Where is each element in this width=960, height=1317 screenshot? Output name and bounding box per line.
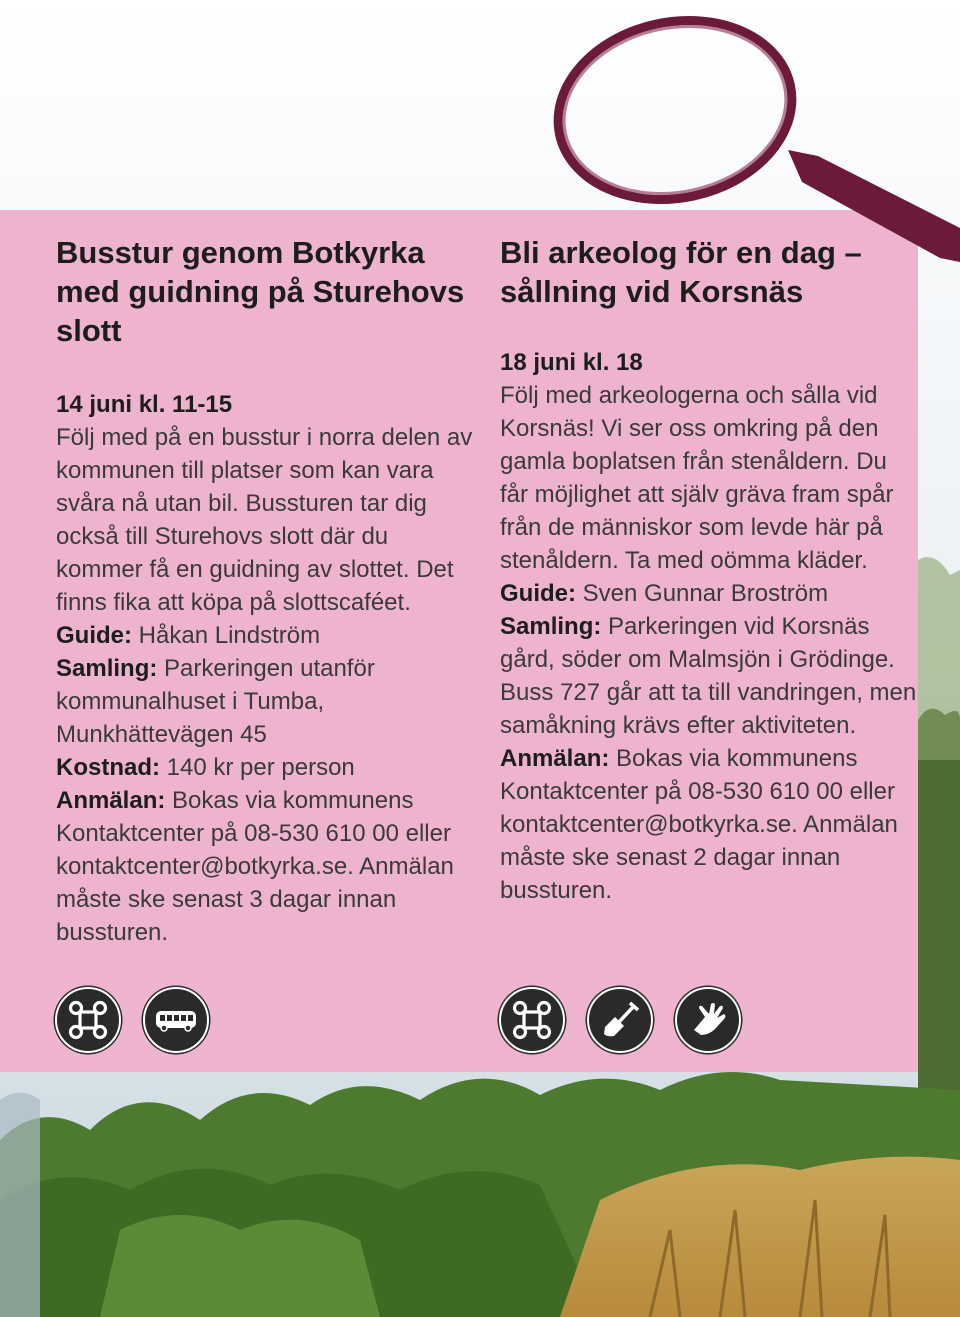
magnifying-glass-icon xyxy=(520,0,960,270)
guide-field xyxy=(56,619,476,652)
event-date: 14 juni kl. 11-15 xyxy=(56,391,233,418)
meeting-field xyxy=(56,652,476,751)
meeting-field xyxy=(500,610,920,742)
event-date: 18 juni kl. 18 xyxy=(500,349,643,376)
right-icon-row xyxy=(499,987,741,1053)
guide-value: Håkan Lindström xyxy=(138,622,321,649)
meeting-label: Samling: xyxy=(56,655,158,682)
shovel-icon xyxy=(587,987,653,1053)
meeting-value: Parkeringen utanför kommunalhuset i Tumba, Munkhättevägen 45 xyxy=(56,655,375,748)
event-left xyxy=(56,233,476,949)
guide-label: Guide: xyxy=(500,580,576,607)
event-title: Busstur genom Botkyrka med guidning på Sturehovs slott xyxy=(56,235,465,348)
event-title: Bli arkeolog för en dag – sållning vid Korsnäs xyxy=(500,235,862,309)
meeting-value: Parkeringen vid Korsnäs gård, söder om Malmsjön i Grödinge. Buss 727 går att ta till vandringen, men samåkning krävs efter aktiviteten. xyxy=(500,613,917,739)
guide-value: Sven Gunnar Broström xyxy=(582,580,829,607)
signup-value: Bokas via kommunens Kontaktcenter på 08-530 610 00 eller kontaktcenter@botkyrka.se. Anmälan måste ske senast 2 dagar innan bussturen. xyxy=(500,745,898,904)
bus-icon xyxy=(143,987,209,1053)
signup-label: Anmälan: xyxy=(500,745,610,772)
signup-field xyxy=(500,742,920,907)
hand-icon xyxy=(675,987,741,1053)
signup-value: Bokas via kommunens Kontaktcenter på 08-530 610 00 eller kontaktcenter@botkyrka.se. Anmälan måste ske senast 3 dagar innan bussturen. xyxy=(56,787,454,946)
signup-field xyxy=(56,784,476,949)
signup-label: Anmälan: xyxy=(56,787,166,814)
left-icon-row xyxy=(55,987,209,1053)
event-right xyxy=(500,233,920,907)
cost-field xyxy=(56,751,476,784)
accessibility-symbol-icon xyxy=(499,987,565,1053)
cost-label: Kostnad: xyxy=(56,754,160,781)
accessibility-symbol-icon xyxy=(55,987,121,1053)
cost-value: 140 kr per person xyxy=(166,754,355,781)
event-description: Följ med på en busstur i norra delen av kommunen till platser som kan vara svåra nå utan bil. Bussturen tar dig också till Sturehovs slott där du kommer få en guidning av slottet. Det finns fika att köpa på slottscaféet. xyxy=(56,424,473,616)
event-description: Följ med arkeologerna och sålla vid Korsnäs! Vi ser oss omkring på den gamla boplatsen från stenåldern. Du får möjlighet att själv gräva fram spår från de människor som levde här på stenåldern. Ta med oömma kläder. xyxy=(500,382,894,574)
guide-label: Guide: xyxy=(56,622,132,649)
meeting-label: Samling: xyxy=(500,613,602,640)
guide-field xyxy=(500,577,920,610)
